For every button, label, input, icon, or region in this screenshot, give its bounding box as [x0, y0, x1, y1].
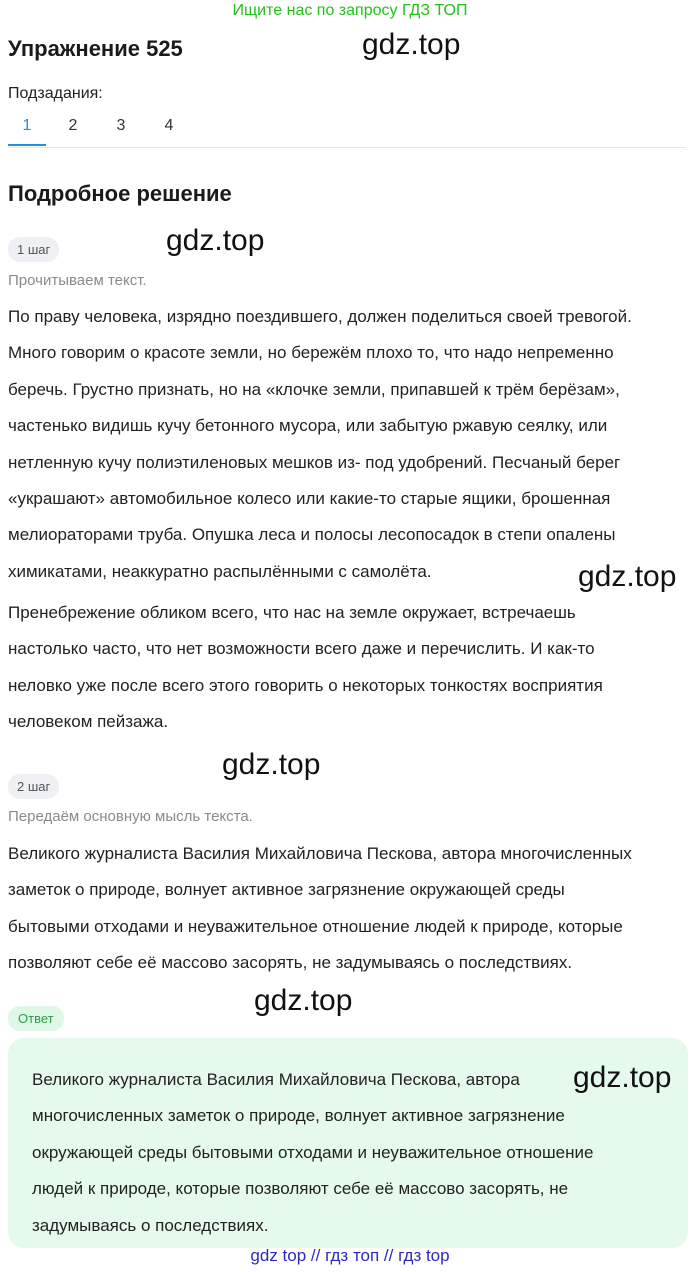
- bottom-banner[interactable]: gdz top // гдз топ // гдз top: [250, 1246, 450, 1265]
- tab-4[interactable]: 4: [164, 117, 174, 134]
- step-note-1: Прочитываем текст.: [8, 272, 147, 289]
- watermark: gdz.top: [578, 560, 677, 593]
- step-1-paragraph-1: По праву человека, изрядно поездившего, должен поделиться своей тревогой. Много говорим о красоте земли, но бережём плохо то, что надо непременно беречь. Грустно признать, но на «клочке земли, припавшей к трём берёзам», частенько видишь кучу бетонного мусора, или забытую ржавую сеялку, или нетленную кучу полиэтиленовых мешков из- под удобрений. Песчаный берег «украшают» автомобильное колесо или какие-то старые ящики, брошенная мелиораторами труба. Опушка леса и полосы лесопосадок в степи опалены химикатами, неаккуратно распылёнными с самолёта.: [8, 307, 632, 581]
- watermark: gdz.top: [573, 1061, 672, 1094]
- answer-badge: Ответ: [8, 1006, 64, 1031]
- watermark: gdz.top: [362, 28, 461, 61]
- step-1-paragraph-2: Пренебрежение обликом всего, что нас на земле окружает, встречаешь настолько часто, что нет возможности всего даже и перечислить. И как-то неловко уже после всего этого говорить о некоторых тонкостях восприятия человеком пейзажа.: [8, 603, 603, 732]
- tab-3[interactable]: 3: [116, 117, 126, 134]
- step-badge-1: 1 шаг: [8, 237, 59, 262]
- watermark: gdz.top: [222, 748, 321, 781]
- tab-2[interactable]: 2: [68, 117, 78, 134]
- subtasks-tabs: [8, 108, 686, 148]
- watermark: gdz.top: [254, 984, 353, 1017]
- tab-1[interactable]: 1: [22, 117, 32, 134]
- answer-text: Великого журналиста Василия Михайловича Пескова, автора многочисленных заметок о природе, волнует активное загрязнение окружающей среды бытовыми отходами и неуважительное отношение людей к природе, которые позволяют себе её массово засорять, не задумываясь о последствиях.: [32, 1070, 594, 1235]
- step-badge-2: 2 шаг: [8, 774, 59, 799]
- active-tab-indicator: [8, 144, 46, 146]
- page-title: Упражнение 525: [8, 36, 183, 61]
- watermark: gdz.top: [166, 224, 265, 257]
- top-banner[interactable]: Ищите нас по запросу ГДЗ ТОП: [232, 2, 468, 19]
- step-2-paragraph-1: Великого журналиста Василия Михайловича Пескова, автора многочисленных заметок о природе, волнует активное загрязнение окружающей среды бытовыми отходами и неуважительное отношение людей к природе, которые позволяют себе её массово засорять, не задумываясь о последствиях.: [8, 844, 632, 973]
- subtasks-label: Подзадания:: [8, 85, 103, 102]
- section-title: Подробное решение: [8, 181, 232, 206]
- step-note-2: Передаём основную мысль текста.: [8, 808, 253, 825]
